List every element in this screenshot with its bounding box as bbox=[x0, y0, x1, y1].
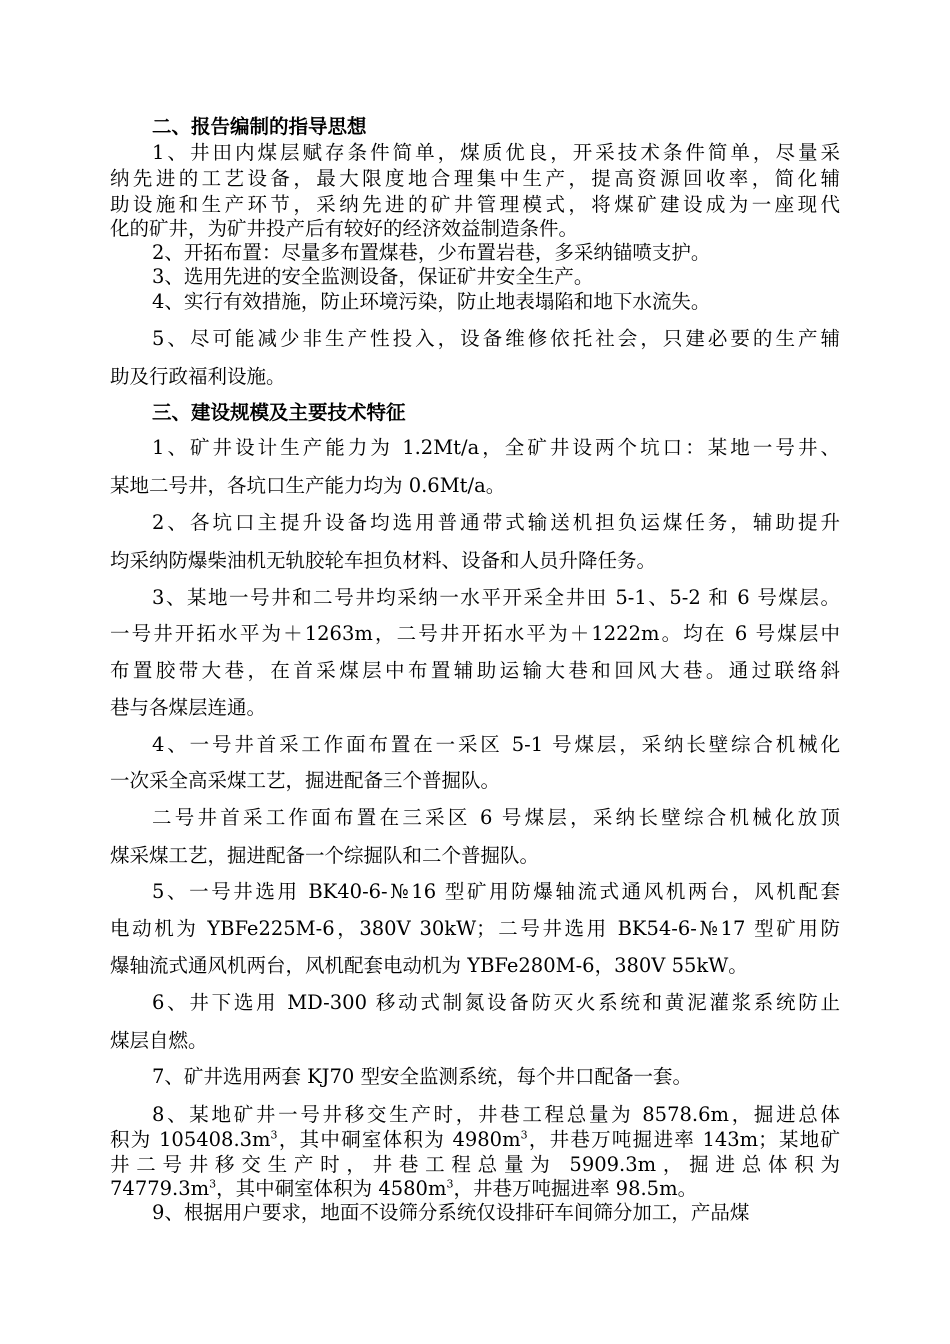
paragraph-line: 某地二号井，各坑口生产能力均为 0.6Mt/a。 bbox=[110, 474, 506, 497]
paragraph-line: 一次采全高采煤工艺，掘进配备三个普掘队。 bbox=[110, 769, 501, 792]
paragraph-line: 纳先进的工艺设备，最大限度地合理集中生产，提高资源回收率，简化辅 bbox=[110, 167, 840, 190]
paragraph-line: 巷与各煤层连通。 bbox=[110, 696, 267, 719]
paragraph-line: $74779.3m^3$，其中硐室体积为 $4580m^3$，井巷万吨掘进率 98.5m。 bbox=[110, 1177, 698, 1200]
paragraph-line: 助及行政福利设施。 bbox=[110, 365, 286, 388]
paragraph-line: 助设施和生产环节，采纳先进的矿井管理模式，将煤矿建设成为一座现代 bbox=[110, 193, 840, 216]
paragraph-line: 电动机为 YBFe225M-6，380V 30kW；二号井选用 BK54-6-№17 型矿用防 bbox=[110, 917, 840, 940]
paragraph-line: 积为 $105408.3m^3$，其中硐室体积为 $4980m^3$，井巷万吨掘进率 143m；某地矿 bbox=[110, 1128, 840, 1151]
paragraph-line: 4、一号井首采工作面布置在一采区 5-1 号煤层，采纳长壁综合机械化 bbox=[152, 733, 840, 756]
paragraph-line: 9、根据用户要求，地面不设筛分系统仅设排矸车间筛分加工，产品煤 bbox=[152, 1201, 750, 1224]
paragraph-line: 布置胶带大巷，在首采煤层中布置辅助运输大巷和回风大巷。通过联络斜 bbox=[110, 659, 840, 682]
paragraph-line: 5、尽可能减少非生产性投入，设备维修依托社会，只建必要的生产辅 bbox=[152, 327, 840, 350]
section2-heading: 二、报告编制的指导思想 bbox=[152, 115, 367, 138]
paragraph-line: 4、实行有效措施，防止环境污染，防止地表塌陷和地下水流失。 bbox=[152, 290, 711, 313]
paragraph-line: 3、某地一号井和二号井均采纳一水平开采全井田 5-1、5-2 和 6 号煤层。 bbox=[152, 586, 840, 609]
paragraph-line: 3、选用先进的安全监测设备，保证矿井安全生产。 bbox=[152, 265, 594, 288]
paragraph-line: 1、矿井设计生产能力为 1.2Mt/a，全矿井设两个坑口：某地一号井、 bbox=[152, 436, 840, 459]
paragraph-line: 7、矿井选用两套 KJ70 型安全监测系统，每个井口配备一套。 bbox=[152, 1065, 693, 1088]
paragraph-line: 爆轴流式通风机两台，风机配套电动机为 YBFe280M-6，380V 55kW。 bbox=[110, 954, 748, 977]
paragraph-line: 煤层自燃。 bbox=[110, 1029, 208, 1052]
paragraph-line: 2、开拓布置：尽量多布置煤巷，少布置岩巷，多采纳锚喷支护。 bbox=[152, 241, 711, 264]
paragraph-line: 化的矿井，为矿井投产后有较好的经济效益制造条件。 bbox=[110, 217, 579, 240]
paragraph-line: 1、井田内煤层赋存条件简单，煤质优良，开采技术条件简单，尽量采 bbox=[152, 141, 840, 164]
paragraph-line: 二号井首采工作面布置在三采区 6 号煤层，采纳长壁综合机械化放顶 bbox=[152, 806, 840, 829]
paragraph-line: 一号井开拓水平为＋1263m，二号井开拓水平为＋1222m。均在 6 号煤层中 bbox=[110, 622, 840, 645]
paragraph-line: 2、各坑口主提升设备均选用普通带式输送机担负运煤任务，辅助提升 bbox=[152, 511, 840, 534]
paragraph-line: 5、一号井选用 BK40-6-№16 型矿用防爆轴流式通风机两台，风机配套 bbox=[152, 880, 840, 903]
section3-heading: 三、建设规模及主要技术特征 bbox=[152, 401, 406, 424]
paragraph-line: 均采纳防爆柴油机无轨胶轮车担负材料、设备和人员升降任务。 bbox=[110, 549, 657, 572]
paragraph-line: 6、井下选用 MD-300 移动式制氮设备防灭火系统和黄泥灌浆系统防止 bbox=[152, 991, 840, 1014]
paragraph-line: 8、某地矿井一号井移交生产时，井巷工程总量为 8578.6m，掘进总体 bbox=[152, 1103, 840, 1126]
paragraph-line: 井二号井移交生产时，井巷工程总量为 5909.3m，掘进总体积为 bbox=[110, 1153, 840, 1176]
paragraph-line: 煤采煤工艺，掘进配备一个综掘队和二个普掘队。 bbox=[110, 844, 540, 867]
